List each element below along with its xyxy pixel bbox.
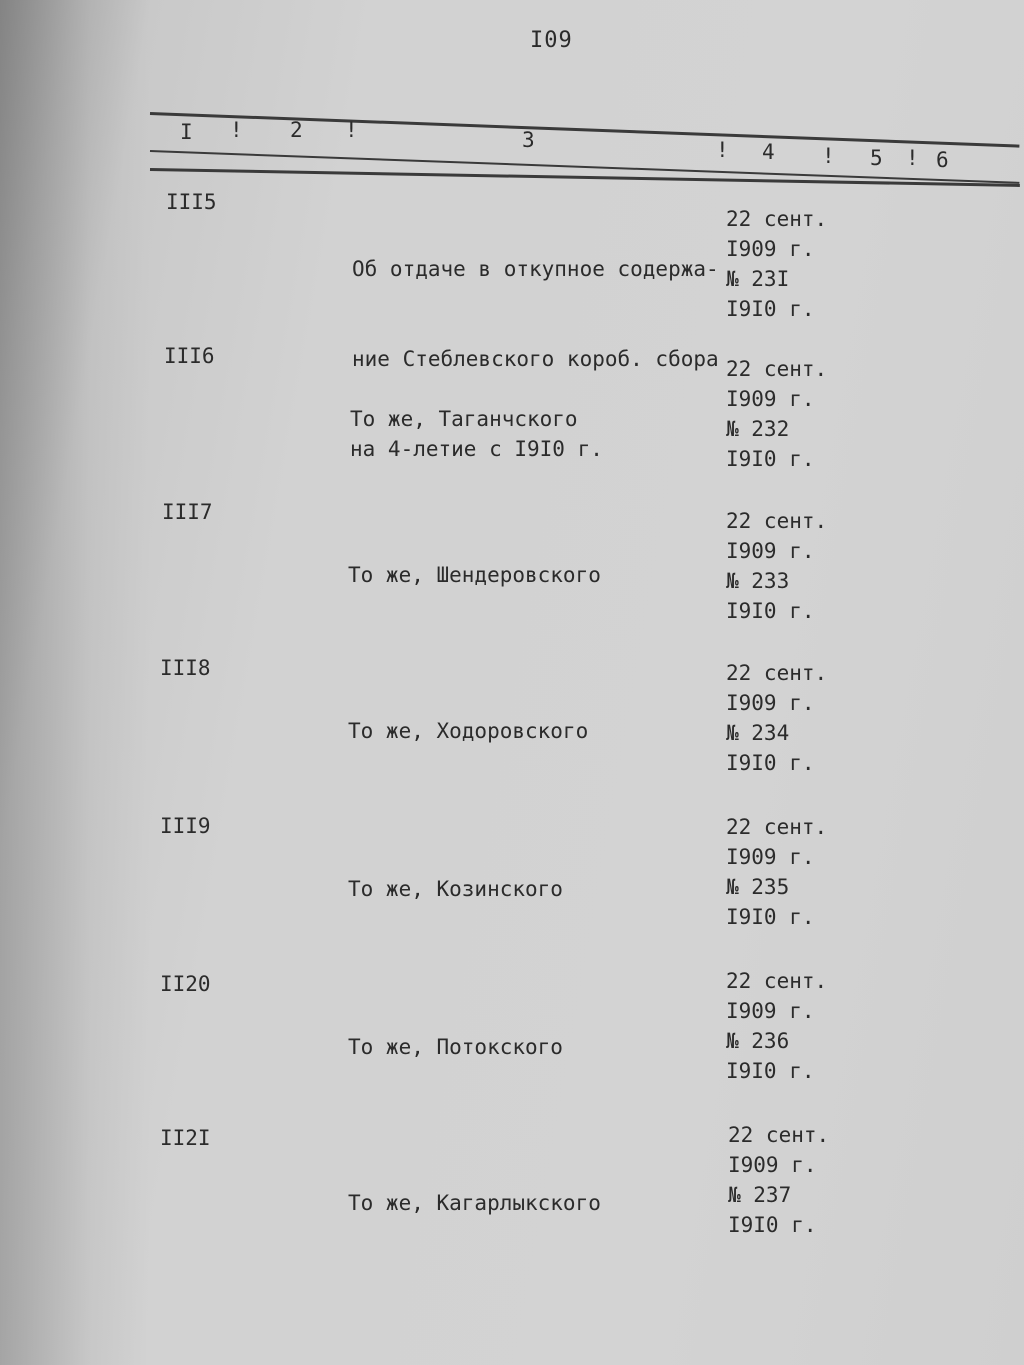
column-separator-3: ! bbox=[716, 138, 729, 162]
date-year: I909 г. bbox=[726, 237, 815, 261]
page-number: I09 bbox=[530, 28, 573, 53]
date-day: 22 сент. bbox=[726, 969, 828, 993]
doc-number: № 236 bbox=[726, 1029, 790, 1053]
date-year-2: I9I0 г. bbox=[726, 905, 815, 929]
date-year: I909 г. bbox=[728, 1153, 817, 1177]
date-year-2: I9I0 г. bbox=[726, 751, 815, 775]
date-day: 22 сент. bbox=[728, 1123, 830, 1147]
entry-title-line: на 4-летие с I9I0 г. bbox=[350, 437, 603, 461]
column-header-2: 2 bbox=[290, 118, 303, 142]
entry-title-line: То же, Таганчского bbox=[350, 407, 578, 431]
date-day: 22 сент. bbox=[726, 815, 828, 839]
column-header-6: 6 bbox=[936, 148, 949, 172]
date-day: 22 сент. bbox=[726, 207, 828, 231]
date-day: 22 сент. bbox=[726, 509, 828, 533]
header-rule-top bbox=[150, 112, 1020, 148]
binding-shadow bbox=[0, 0, 150, 1365]
date-day: 22 сент. bbox=[726, 661, 828, 685]
column-separator-1: ! bbox=[230, 118, 243, 142]
entry-number: III9 bbox=[160, 814, 211, 838]
entry-number: III8 bbox=[160, 656, 211, 680]
entry-title-line: То же, Потокского bbox=[348, 1035, 563, 1059]
date-year-2: I9I0 г. bbox=[726, 1059, 815, 1083]
doc-number: № 235 bbox=[726, 875, 790, 899]
entry-date bbox=[726, 812, 827, 932]
entry-number: II2I bbox=[160, 1126, 211, 1150]
entry-title-line: Об отдаче в откупное содержа- bbox=[352, 257, 719, 281]
column-header-3: 3 bbox=[522, 128, 535, 152]
entry-title bbox=[348, 814, 563, 964]
column-header-1: I bbox=[180, 120, 193, 144]
entry-date bbox=[726, 658, 827, 778]
column-separator-2: ! bbox=[345, 118, 358, 142]
date-year: I909 г. bbox=[726, 691, 815, 715]
doc-number: № 233 bbox=[726, 569, 790, 593]
entry-number: III7 bbox=[162, 500, 213, 524]
entry-title-line: То же, Кагарлыкского bbox=[348, 1191, 601, 1215]
column-separator-5: ! bbox=[906, 146, 919, 170]
doc-number: № 232 bbox=[726, 417, 790, 441]
date-year: I909 г. bbox=[726, 845, 815, 869]
date-year-2: I9I0 г. bbox=[726, 297, 815, 321]
entry-date bbox=[728, 1120, 829, 1240]
date-year: I909 г. bbox=[726, 387, 815, 411]
entry-number: III6 bbox=[164, 344, 215, 368]
entry-title bbox=[348, 1128, 601, 1278]
date-year-2: I9I0 г. bbox=[726, 447, 815, 471]
entry-title bbox=[350, 344, 578, 494]
entry-date bbox=[726, 354, 827, 474]
entry-date bbox=[726, 204, 827, 324]
entry-title bbox=[348, 972, 563, 1122]
entry-title bbox=[348, 500, 601, 650]
entry-date bbox=[726, 506, 827, 626]
column-header-4: 4 bbox=[762, 140, 775, 164]
entry-title bbox=[348, 656, 588, 806]
entry-number: II20 bbox=[160, 972, 211, 996]
date-year-2: I9I0 г. bbox=[726, 599, 815, 623]
date-year-2: I9I0 г. bbox=[728, 1213, 817, 1237]
column-header-5: 5 bbox=[870, 146, 883, 170]
entry-date bbox=[726, 966, 827, 1086]
date-year: I909 г. bbox=[726, 999, 815, 1023]
doc-number: № 237 bbox=[728, 1183, 792, 1207]
doc-number: № 23I bbox=[726, 267, 790, 291]
column-separator-4: ! bbox=[822, 144, 835, 168]
entry-title-line: То же, Шендеровского bbox=[348, 563, 601, 587]
date-year: I909 г. bbox=[726, 539, 815, 563]
entry-title-line: То же, Ходоровского bbox=[348, 719, 589, 743]
entry-title-line: То же, Козинского bbox=[348, 877, 563, 901]
entry-number: III5 bbox=[166, 190, 217, 214]
date-day: 22 сент. bbox=[726, 357, 828, 381]
doc-number: № 234 bbox=[726, 721, 790, 745]
entry-title-line: ние Стеблевского короб. сбора bbox=[352, 347, 719, 371]
